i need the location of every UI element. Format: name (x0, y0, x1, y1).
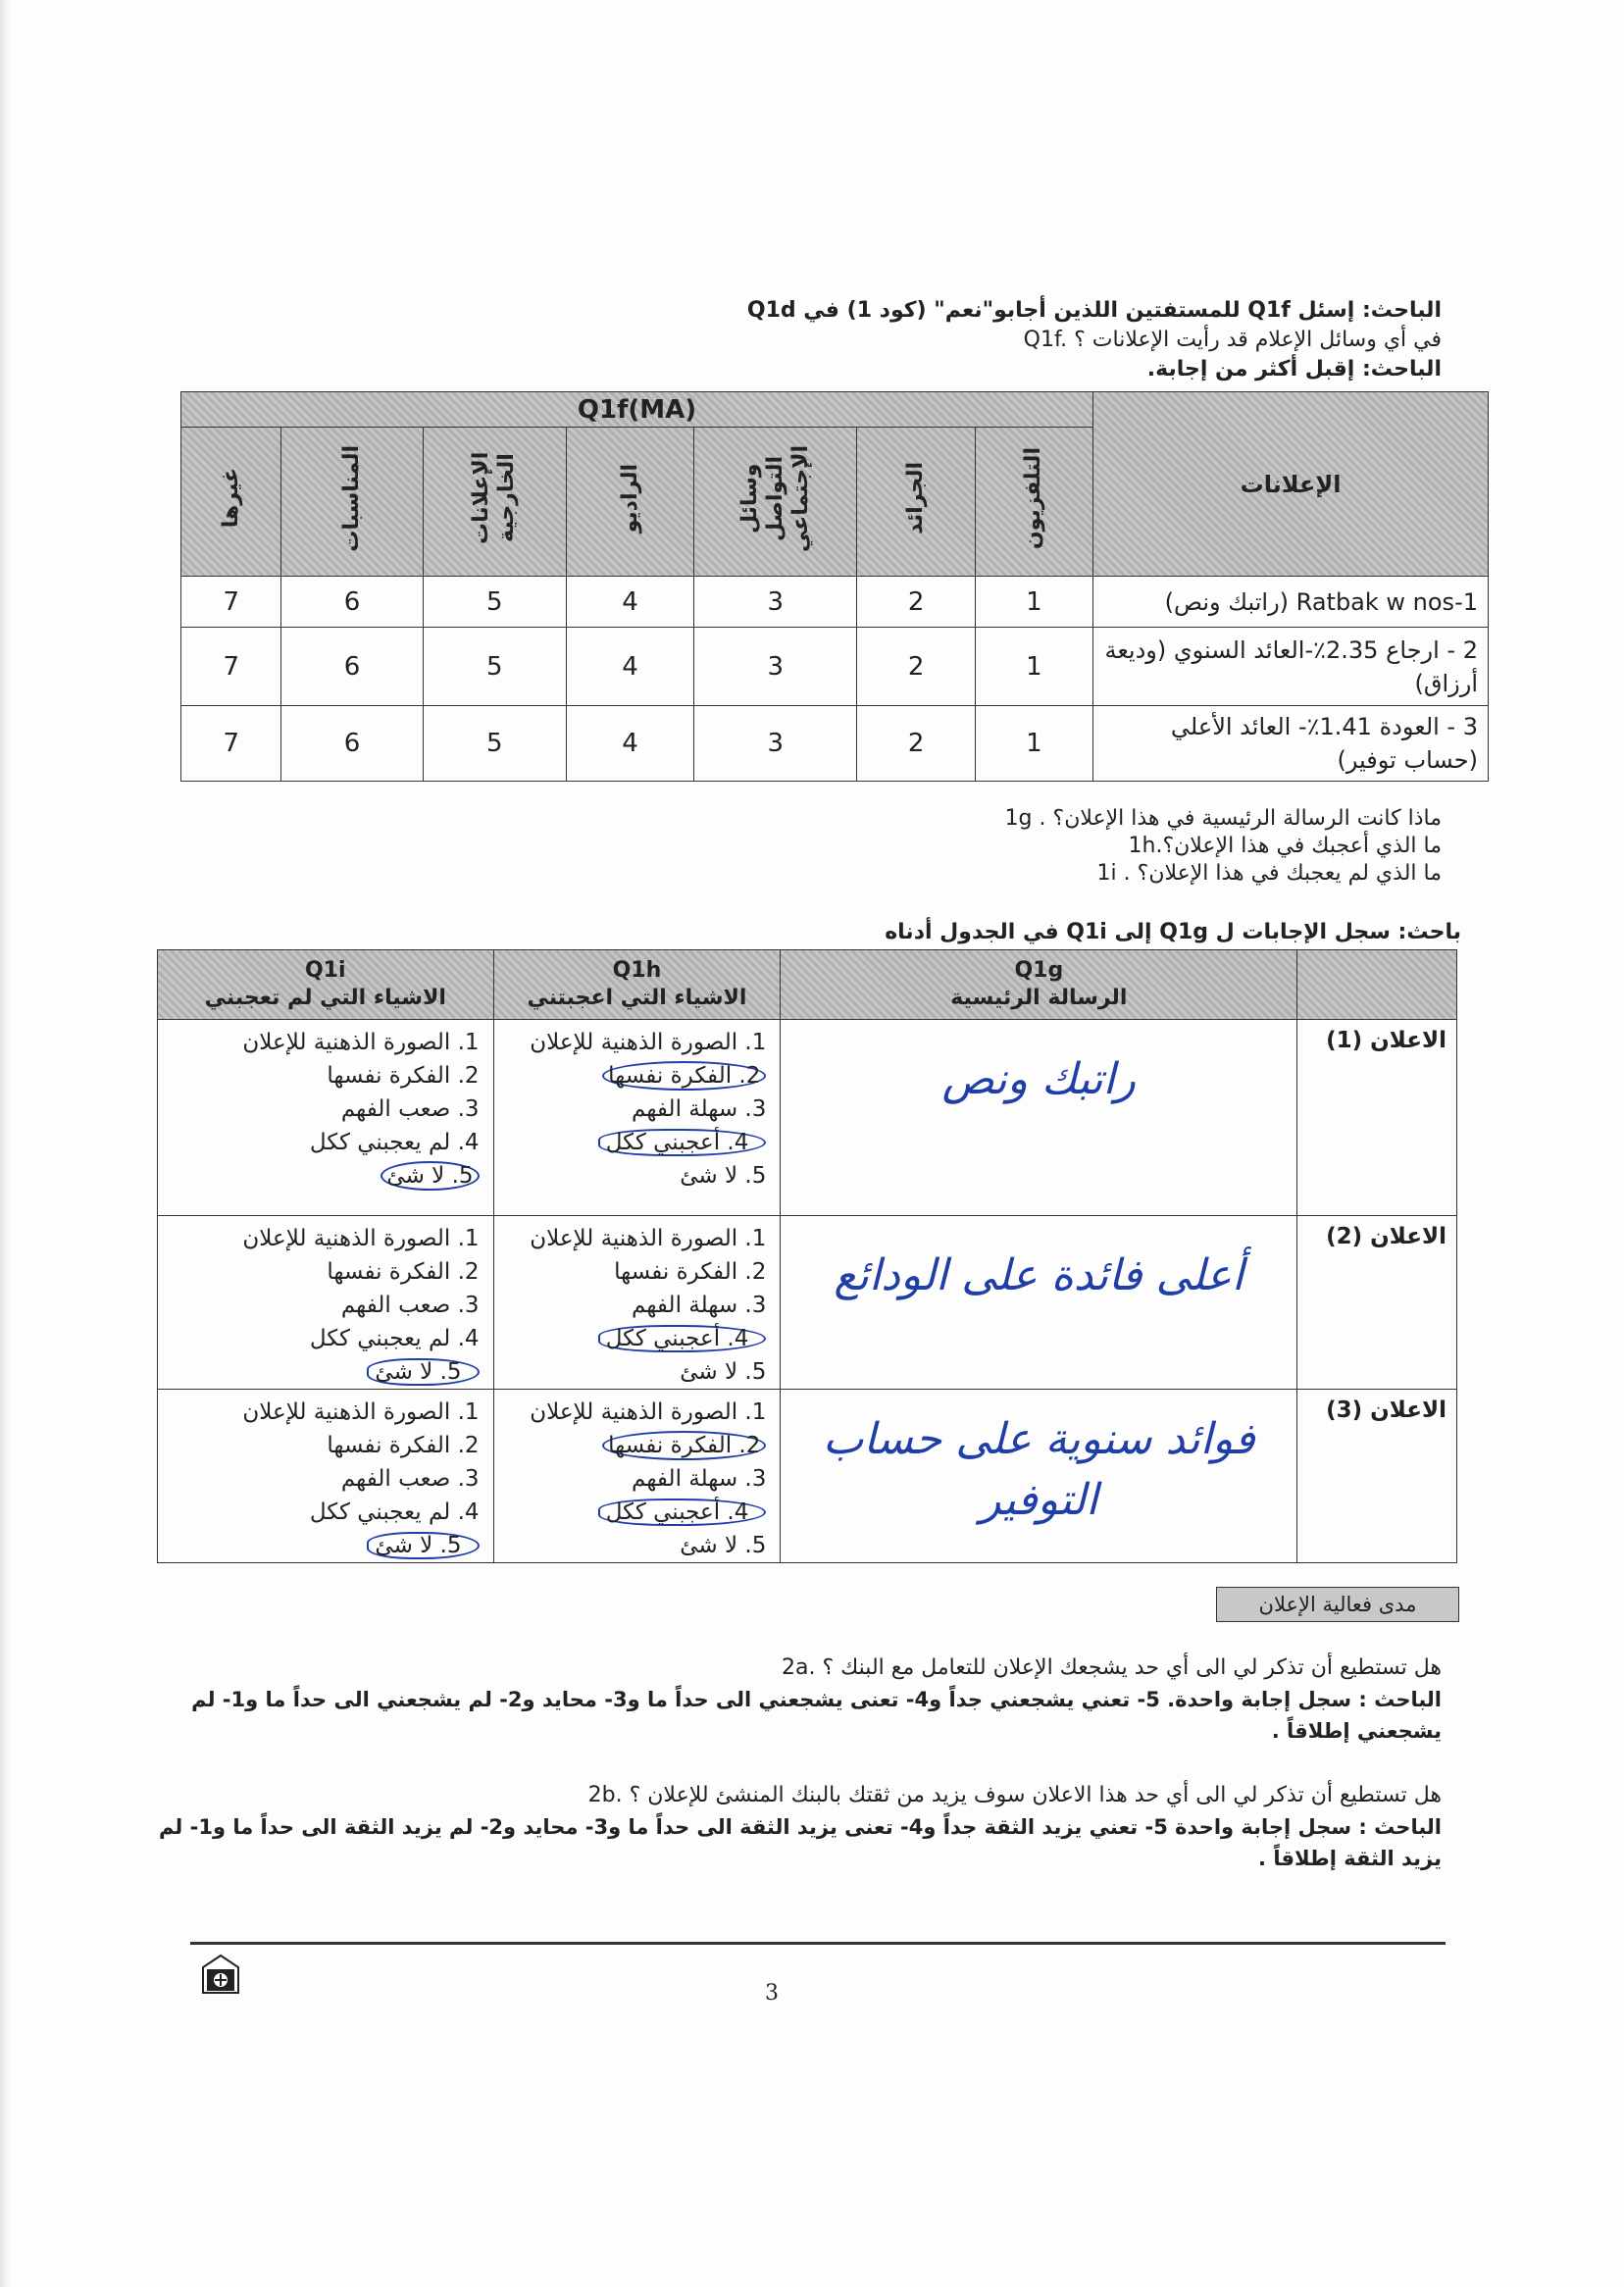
handwritten-message: راتبك ونص (941, 1054, 1137, 1104)
option-item[interactable]: 5. لا شئ (680, 1163, 767, 1189)
media-outdoor: الإعلانات الخارجية (469, 451, 520, 545)
ad-name: الاعلان (1) (1326, 1028, 1446, 1053)
media-group-header: Q1f(MA) (181, 392, 1093, 428)
option-item[interactable]: 1. الصورة الذهنية للإعلان (242, 1226, 480, 1251)
footer-rule (190, 1942, 1446, 1945)
q2a-question: 2a. هل تستطيع أن تذكر لي الى أي حد يشجعك الإعلان للتعامل مع البنك ؟ (781, 1655, 1442, 1680)
option-item-circled[interactable]: 2. الفكرة نفسها (494, 1059, 767, 1093)
option-item[interactable]: 3. صعب الفهم (340, 1466, 480, 1492)
q1g-header: Q1g الرسالة الرئيسية (781, 950, 1297, 1020)
code-cell[interactable]: 2 (857, 628, 975, 706)
media-newspapers: الجرائد (903, 462, 929, 534)
code-cell[interactable]: 5 (423, 577, 566, 628)
option-item-circled[interactable]: 4. أعجبني ككل (494, 1126, 767, 1159)
option-item[interactable]: 3. سهلة الفهم (632, 1293, 767, 1318)
code-cell[interactable]: 5 (423, 628, 566, 706)
intro-line-1: الباحث: إسئل Q1f للمستفتين اللذين أجابو"نعم" (كود 1) في Q1d (746, 298, 1442, 323)
media-tv: التلفزيون (1021, 446, 1046, 550)
option-item[interactable]: 5. لا شئ (680, 1359, 767, 1385)
handwritten-message: فوائد سنوية على حساب التوفير (822, 1414, 1255, 1525)
media-other: غيرها (218, 468, 243, 529)
ad-label: 2 - ارجاع 2.35٪-العائد السنوي (وديعة أرزاق) (1093, 628, 1489, 706)
media-social: وسائل التواصل الإجتماعي (736, 444, 813, 552)
code-cell[interactable]: 3 (694, 706, 857, 782)
q2b-instruction-1: الباحث : سجل إجابة واحدة 5- تعني يزيد الثقة جداً و4- تعنى يزيد الثقة الى حداً ما و3- محايد و2- لم يزيد الثقة الى حداً ما و1- لم (158, 1815, 1442, 1839)
q1h-text: 1h.ما الذي أعجبك في هذا الإعلان؟ (1128, 834, 1442, 858)
q1i-header: Q1i الاشياء التي لم تعجبني (158, 950, 494, 1020)
table-row (158, 1216, 1457, 1390)
code-cell[interactable]: 2 (857, 706, 975, 782)
q1i-text: 1i . ما الذي لم يعجبك في هذا الإعلان؟ (1096, 861, 1442, 886)
option-item[interactable]: 1. الصورة الذهنية للإعلان (530, 1030, 767, 1055)
code-cell[interactable]: 1 (975, 706, 1092, 782)
option-item-circled[interactable]: 4. أعجبني ككل (494, 1496, 767, 1529)
responses-table (157, 949, 1457, 1563)
code-cell[interactable]: 1 (975, 628, 1092, 706)
option-item[interactable]: 3. صعب الفهم (340, 1293, 480, 1318)
table-row (158, 1020, 1457, 1216)
table2-instruction: باحث: سجل الإجابات ل Q1g إلى Q1i في الجدول أدناه (885, 920, 1461, 944)
code-cell[interactable]: 4 (566, 577, 693, 628)
q2b-instruction-2: يزيد الثقة إطلاقاً . (1258, 1847, 1442, 1870)
option-item[interactable]: 2. الفكرة نفسها (614, 1259, 767, 1285)
q1i-options (158, 1020, 493, 1193)
option-item[interactable]: 1. الصورة الذهنية للإعلان (530, 1399, 767, 1425)
table-row (181, 706, 1489, 782)
scan-margin (0, 0, 10, 2287)
code-cell[interactable]: 4 (566, 628, 693, 706)
option-item[interactable]: 4. لم يعجبني ككل (309, 1130, 480, 1155)
table-row (181, 577, 1489, 628)
code-cell[interactable]: 6 (281, 577, 423, 628)
option-item[interactable]: 3. سهلة الفهم (632, 1096, 767, 1122)
code-cell[interactable]: 4 (566, 706, 693, 782)
handwritten-message: أعلى فائدة على الودائع (834, 1250, 1244, 1300)
table-row (158, 1390, 1457, 1563)
option-item[interactable]: 3. صعب الفهم (340, 1096, 480, 1122)
section-title: مدى فعالية الإعلان (1216, 1587, 1459, 1622)
option-item-circled[interactable]: 4. أعجبني ككل (494, 1322, 767, 1355)
option-item-circled[interactable]: 5. لا شئ (158, 1159, 480, 1193)
q1h-header: Q1h الاشياء التي اعجبتني (493, 950, 781, 1020)
ad-name-header (1297, 950, 1457, 1020)
code-cell[interactable]: 2 (857, 577, 975, 628)
code-cell[interactable]: 7 (181, 628, 281, 706)
code-cell[interactable]: 5 (423, 706, 566, 782)
q1g-text: 1g . ماذا كانت الرسالة الرئيسية في هذا الإعلان؟ (1004, 806, 1442, 831)
code-cell[interactable]: 1 (975, 577, 1092, 628)
option-item-circled[interactable]: 2. الفكرة نفسها (494, 1429, 767, 1462)
code-cell[interactable]: 6 (281, 706, 423, 782)
code-cell[interactable]: 7 (181, 577, 281, 628)
option-item[interactable]: 1. الصورة الذهنية للإعلان (242, 1030, 480, 1055)
option-item[interactable]: 4. لم يعجبني ككل (309, 1326, 480, 1351)
media-table (180, 391, 1489, 782)
option-item[interactable]: 3. سهلة الفهم (632, 1466, 767, 1492)
intro-line-3: الباحث: إقبل أكثر من إجابة. (1146, 357, 1442, 381)
option-item[interactable]: 1. الصورة الذهنية للإعلان (530, 1226, 767, 1251)
ad-name: الاعلان (2) (1326, 1224, 1446, 1249)
media-radio: الراديو (617, 463, 642, 534)
q2b-question: 2b. هل تستطيع أن تذكر لي الى أي حد هذا الاعلان سوف يزيد من ثقتك بالبنك المنشئ للإعلان ؟ (587, 1783, 1442, 1807)
option-item[interactable]: 5. لا شئ (680, 1533, 767, 1558)
q2a-instruction-2: يشجعني إطلاقاً . (1271, 1719, 1442, 1743)
q1h-options (494, 1216, 781, 1389)
option-item[interactable]: 2. الفكرة نفسها (327, 1063, 480, 1089)
code-cell[interactable]: 6 (281, 628, 423, 706)
option-item-circled[interactable]: 5. لا شئ (158, 1529, 480, 1562)
ad-name: الاعلان (3) (1326, 1398, 1446, 1423)
intro-line-2: Q1f. في أي وسائل الإعلام قد رأيت الإعلانات ؟ (1023, 328, 1442, 352)
option-item[interactable]: 2. الفكرة نفسها (327, 1259, 480, 1285)
table-row (181, 628, 1489, 706)
option-item[interactable]: 1. الصورة الذهنية للإعلان (242, 1399, 480, 1425)
q1i-options (158, 1390, 493, 1562)
page-number: 3 (765, 1981, 779, 2006)
code-cell[interactable]: 3 (694, 628, 857, 706)
q1h-options (494, 1020, 781, 1193)
option-item[interactable]: 4. لم يعجبني ككل (309, 1499, 480, 1525)
q2a-instruction-1: الباحث : سجل إجابة واحدة. 5- تعني يشجعني جداً و4- تعنى يشجعني الى حداً ما و3- محايد و2- لم يشجعني الى حداً ما و1- لم (191, 1688, 1442, 1711)
option-item[interactable]: 2. الفكرة نفسها (327, 1433, 480, 1458)
ads-col-header: الإعلانات (1093, 392, 1489, 577)
ad-label: Ratbak w nos-1 (راتبك ونص) (1093, 577, 1489, 628)
media-events: المناسبات (339, 444, 364, 552)
code-cell[interactable]: 7 (181, 706, 281, 782)
q1h-options (494, 1390, 781, 1562)
company-logo-icon (201, 1954, 240, 1997)
option-item-circled[interactable]: 5. لا شئ (158, 1355, 480, 1389)
q1i-options (158, 1216, 493, 1389)
ad-label: 3 - العودة 1.41٪- العائد الأعلي (حساب توفير) (1093, 706, 1489, 782)
code-cell[interactable]: 3 (694, 577, 857, 628)
